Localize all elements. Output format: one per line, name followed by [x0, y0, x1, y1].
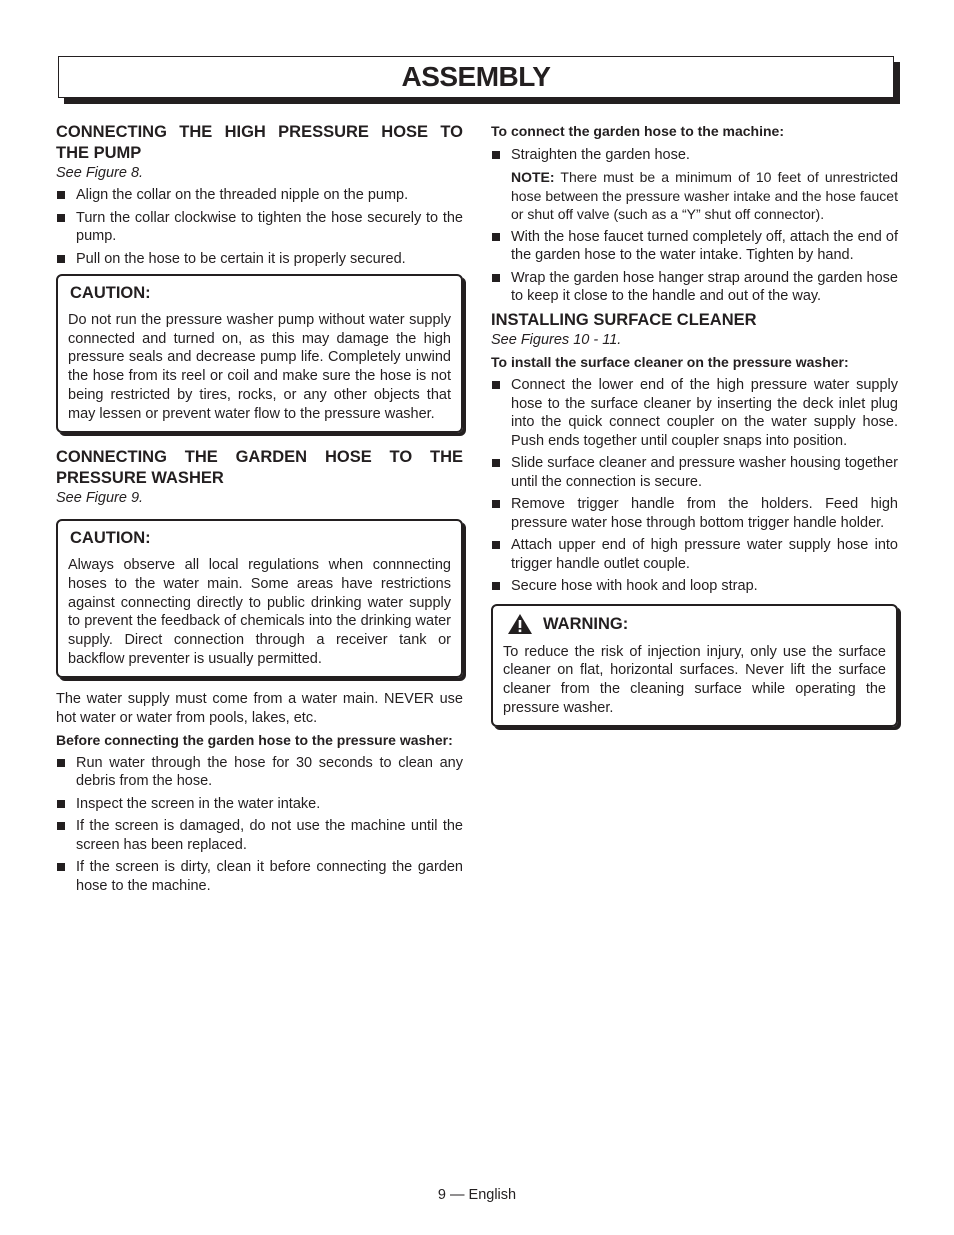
connect-garden-hose-intro: To connect the garden hose to the machine: — [491, 123, 784, 139]
list-item — [56, 795, 463, 814]
list-item-text: With the hose faucet turned completely off, attach the end of the garden hose to the water intake. Tighten by hand. — [511, 228, 898, 263]
bullet-list — [56, 754, 463, 896]
caution-title: CAUTION: — [70, 284, 151, 302]
list-item — [56, 186, 463, 205]
caution-box-pump — [56, 274, 463, 433]
bullet-square-icon — [57, 800, 65, 808]
heading-line: CONNECTING THE HIGH PRESSURE HOSE TO — [56, 123, 463, 141]
section-heading-high-pressure-hose — [56, 122, 463, 164]
warning-header — [507, 613, 886, 635]
list-item — [491, 495, 898, 532]
bullet-list — [491, 376, 898, 596]
list-item-text: Remove trigger handle from the holders. Feed high pressure water hose through bottom trigger handle holder. — [511, 496, 898, 531]
caution-text: Always observe all local regulations when connnecting hoses to the water main. Some areas have restrictions against connecting directly to public drinking water supply to prevent the feedback of chemicals into the drinking water supply. Direct connection through a receiver tank or backflow preventer is usually permitted. — [68, 557, 451, 667]
section-heading-garden-hose — [56, 447, 463, 489]
before-connecting-intro: Before connecting the garden hose to the pressure washer: — [56, 732, 453, 749]
figure-reference: See Figure 8. — [56, 165, 144, 181]
warning-title: WARNING: — [543, 614, 629, 633]
list-item-text: Secure hose with hook and loop strap. — [511, 578, 758, 594]
page-footer: 9 — English — [437, 1187, 517, 1203]
right-column — [491, 122, 898, 727]
list-item — [491, 269, 898, 306]
bullet-square-icon — [492, 541, 500, 549]
list-item-text: Turn the collar clockwise to tighten the hose securely to the pump. — [76, 209, 463, 244]
list-item-text: If the screen is damaged, do not use the machine until the screen has been replaced. — [76, 818, 463, 853]
list-item — [491, 454, 898, 491]
warning-box — [491, 604, 898, 728]
list-item-text: Run water through the hose for 30 seconds to clean any debris from the hose. — [76, 754, 463, 790]
list-item-text: Connect the lower end of the high pressure water supply hose to the surface cleaner by inserting the deck inlet plug into the quick connect coupler on the water supply hose. Push ends together until coupler snaps into position. — [511, 377, 898, 449]
list-item-text: Align the collar on the threaded nipple on the pump. — [76, 187, 409, 203]
bullet-square-icon — [492, 274, 500, 282]
section-heading-surface-cleaner: INSTALLING SURFACE CLEANER — [491, 310, 757, 329]
list-item — [56, 817, 463, 854]
bullet-list — [491, 228, 898, 306]
note-text: There must be a minimum of 10 feet of unrestricted hose between the pressure washer intake and the hose faucet or shut off valve (such as a “Y” shut off connector). — [511, 169, 898, 222]
list-item — [56, 858, 463, 895]
caution-text: Do not run the pressure washer pump without water supply connected and turned on, as this may damage the high pressure seals and decrease pump life. Completely unwind the hose from its reel or coil and make sure the hose is not being restricted by tires, rocks, or any other objects that may lessen or prevent water flow to the pressure washer. — [68, 312, 451, 422]
bullet-square-icon — [57, 214, 65, 222]
list-item-text: Straighten the garden hose. — [511, 146, 690, 163]
page-title: ASSEMBLY — [401, 61, 551, 92]
list-item-text: Pull on the hose to be certain it is properly secured. — [76, 250, 406, 267]
list-item — [491, 228, 898, 265]
list-item — [56, 250, 463, 269]
bullet-square-icon — [57, 759, 65, 767]
list-item-text: Inspect the screen in the water intake. — [76, 795, 321, 812]
list-item-text: If the screen is dirty, clean it before connecting the garden hose to the machine. — [76, 859, 463, 894]
note-label: NOTE: — [511, 169, 555, 185]
caution-box-water-main — [56, 519, 463, 678]
bullet-square-icon — [492, 582, 500, 590]
bullet-square-icon — [57, 191, 65, 199]
left-column — [56, 122, 463, 899]
bullet-list — [56, 186, 463, 268]
bullet-square-icon — [492, 233, 500, 241]
bullet-square-icon — [492, 500, 500, 508]
list-item — [491, 376, 898, 450]
bullet-square-icon — [57, 822, 65, 830]
note-paragraph — [511, 168, 898, 224]
bullet-square-icon — [57, 255, 65, 263]
bullet-square-icon — [492, 381, 500, 389]
warning-text: To reduce the risk of injection injury, only use the surface cleaner on flat, horizontal surfaces. Never lift the surface cleaner from the cleaning surface while operating the pressure washer. — [503, 643, 886, 716]
water-supply-paragraph: The water supply must come from a water main. NEVER use hot water or water from pools, lakes, etc. — [56, 691, 463, 726]
bullet-list — [491, 146, 898, 165]
figure-reference: See Figure 9. — [56, 490, 144, 507]
list-item — [491, 577, 898, 596]
list-item-text: Wrap the garden hose hanger strap around the garden hose to keep it close to the handle and out of the way. — [511, 269, 898, 304]
list-item — [491, 146, 898, 165]
warning-triangle-icon — [507, 613, 533, 635]
caution-title: CAUTION: — [70, 529, 151, 548]
section-banner — [58, 56, 894, 98]
install-surface-cleaner-intro: To install the surface cleaner on the pressure washer: — [491, 353, 849, 370]
list-item-text: Slide surface cleaner and pressure washer housing together until the connection is secure. — [511, 455, 898, 490]
heading-line: PRESSURE WASHER — [56, 469, 224, 488]
bullet-square-icon — [57, 863, 65, 871]
figure-reference: See Figures 10 - 11. — [491, 331, 622, 348]
banner-box — [58, 56, 894, 98]
list-item — [56, 209, 463, 246]
list-item — [56, 754, 463, 791]
bullet-square-icon — [492, 151, 500, 159]
list-item-text: Attach upper end of high pressure water supply hose into trigger handle outlet couple. — [511, 537, 898, 572]
heading-line: CONNECTING THE GARDEN HOSE TO THE — [56, 448, 463, 467]
bullet-square-icon — [492, 459, 500, 467]
heading-line: THE PUMP — [56, 144, 142, 162]
list-item — [491, 536, 898, 573]
